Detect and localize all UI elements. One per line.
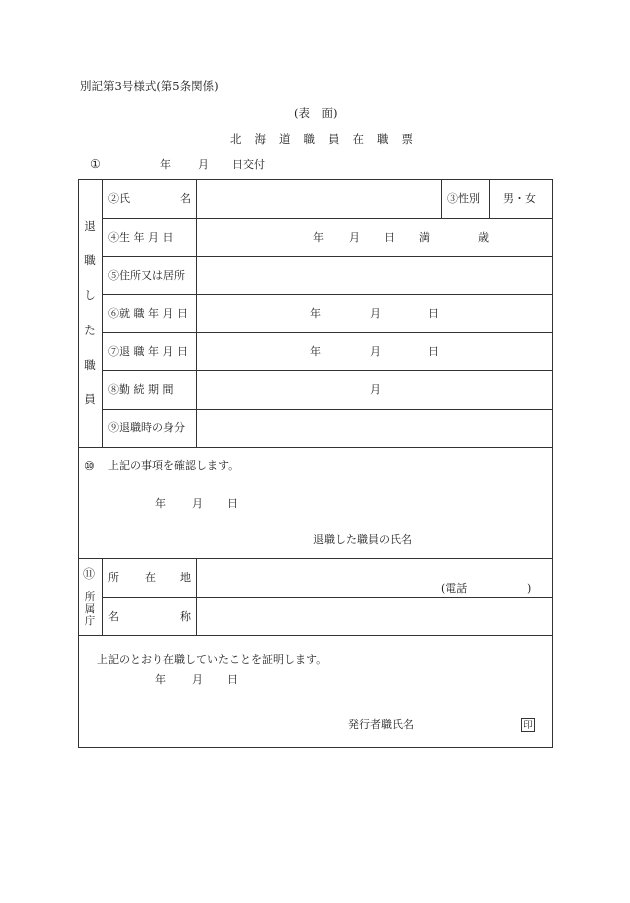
agency-location-label-c: 地 <box>180 571 191 584</box>
row-divider <box>102 332 553 333</box>
birth-date-label: ④生 年 月 日 <box>108 231 174 244</box>
name-label-prefix: ②氏 <box>108 192 130 205</box>
section-divider <box>78 447 553 448</box>
retire-day: 日 <box>428 345 439 358</box>
agency-name-label-a: 名 <box>108 610 119 623</box>
hire-date-label: ⑥就 職 年 月 日 <box>108 307 188 320</box>
section-divider <box>78 635 553 636</box>
side-label: (表 面) <box>294 106 338 120</box>
row-divider <box>102 597 553 598</box>
agency-vertical-label-char: 所 <box>84 591 96 603</box>
hire-year: 年 <box>310 307 321 320</box>
hire-month: 月 <box>370 307 381 320</box>
agency-name-label-b: 称 <box>180 610 191 623</box>
row-divider <box>102 256 553 257</box>
certify-year: 年 <box>155 673 166 686</box>
address-label: ⑤住所又は居所 <box>108 269 185 282</box>
agency-number: ⑪ <box>83 567 96 581</box>
retired-employee-signature-label: 退職した職員の氏名 <box>313 533 412 546</box>
retired-vertical-label-char: 員 <box>84 392 96 406</box>
retire-month: 月 <box>370 345 381 358</box>
row-divider <box>102 370 553 371</box>
confirm-year: 年 <box>155 497 166 510</box>
agency-phone-open: (電話 <box>441 582 468 595</box>
issue-number: ① <box>90 157 101 171</box>
retire-date-label: ⑦退 職 年 月 日 <box>108 345 188 358</box>
row-divider <box>102 218 553 219</box>
sex-column-divider <box>441 179 442 218</box>
agency-location-label-a: 所 <box>108 571 119 584</box>
retired-vertical-label-char: 職 <box>84 358 96 372</box>
row-divider <box>102 294 553 295</box>
retired-vertical-label-char: た <box>84 323 96 337</box>
retired-vertical-label-char: し <box>84 288 96 302</box>
issuer-name-label: 発行者職氏名 <box>348 718 414 731</box>
seal-mark: 印 <box>521 718 535 732</box>
agency-location-label-b: 在 <box>145 571 156 584</box>
confirm-month: 月 <box>192 497 203 510</box>
label-column-divider <box>102 179 103 447</box>
birth-month: 月 <box>349 231 360 244</box>
issue-day: 日交付 <box>232 158 265 171</box>
sex-value-divider <box>489 179 490 218</box>
field-column-divider <box>196 179 197 447</box>
confirm-text: 上記の事項を確認します。 <box>108 459 240 472</box>
certify-month: 月 <box>192 673 203 686</box>
retire-year: 年 <box>310 345 321 358</box>
agency-vertical-label-char: 庁 <box>84 615 96 627</box>
issue-month: 月 <box>198 158 209 171</box>
status-at-retirement-label: ⑨退職時の身分 <box>108 421 185 434</box>
certify-day: 日 <box>227 673 238 686</box>
retired-vertical-label-char: 職 <box>84 253 96 267</box>
certify-text: 上記のとおり在職していたことを証明します。 <box>97 653 328 666</box>
sex-label: ③性別 <box>447 192 480 205</box>
retired-vertical-label-char: 退 <box>84 219 96 233</box>
row-divider <box>102 409 553 410</box>
birth-age-unit: 歳 <box>478 231 489 244</box>
section-divider <box>78 558 553 559</box>
service-period-month: 月 <box>370 383 381 396</box>
name-label-suffix: 名 <box>180 192 191 205</box>
agency-vertical-label-char: 属 <box>84 603 96 615</box>
hire-day: 日 <box>428 307 439 320</box>
field-column-divider <box>196 558 197 635</box>
agency-phone-close: ) <box>527 582 532 595</box>
issue-year: 年 <box>160 158 171 171</box>
birth-full-age: 満 <box>419 231 430 244</box>
label-column-divider <box>102 558 103 635</box>
service-period-label: ⑧勤 続 期 間 <box>108 383 174 396</box>
form-id: 別記第3号様式(第5条関係) <box>80 79 219 93</box>
page-title: 北海道職員在職票 <box>230 132 426 146</box>
birth-year: 年 <box>313 231 324 244</box>
birth-day: 日 <box>384 231 395 244</box>
confirm-number: ⑩ <box>84 459 95 473</box>
sex-options: 男・女 <box>503 192 536 205</box>
confirm-day: 日 <box>227 497 238 510</box>
